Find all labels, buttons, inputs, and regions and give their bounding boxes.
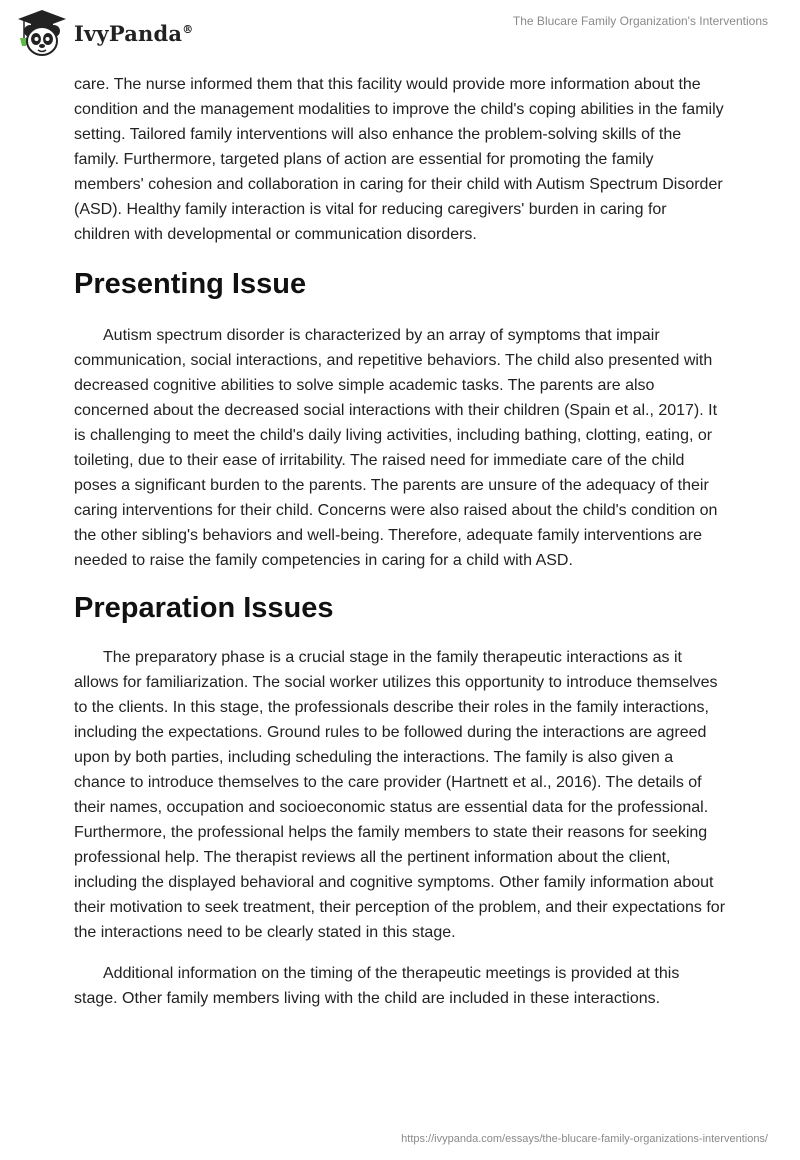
presenting-issue-paragraph: Autism spectrum disorder is characterized by an array of symptoms that impair communication, social interactions, and repetitive behaviors. The child also presented with decreased cognitive abilities to solve simple academic tasks. The parents are also concerned about the decreased social interactions with their children (Spain et al., 2017). It is challenging to meet the child's daily living activities, including bathing, clotting, eating, or toileting, due to their ease of irritability. The raised need for immediate care of the child poses a significant burden to the parents. The parents are unsure of the adequacy of their caring interventions for their child. Concerns were also raised about the child's condition on the other sibling's behaviors and well-being. Therefore, adequate family interventions are needed to raise the family competencies in caring for a child with ASD. bbox=[74, 327, 718, 569]
intro-paragraph: care. The nurse informed them that this facility would provide more information about the condition and the management modalities to improve the child's coping abilities in the family setting. Tailored family interventions will also enhance the problem-solving skills of the family. Furthermore, targeted plans of action are essential for promoting the family members' cohesion and collaboration in caring for their child with Autism Spectrum Disorder (ASD). Healthy family interaction is vital for reducing caregivers' burden in caring for children with developmental or communication disorders. bbox=[74, 76, 724, 243]
source-url[interactable]: https://ivypanda.com/essays/the-blucare-family-organizations-interventions/ bbox=[401, 1133, 768, 1145]
preparation-issues-heading: Preparation Issues bbox=[74, 592, 334, 624]
page-header bbox=[0, 0, 800, 72]
preparation-paragraph-2: Additional information on the timing of the therapeutic meetings is provided at this stage. Other family members living with the child are included in these interactions. bbox=[74, 965, 680, 1007]
brand-name: IvyPanda® bbox=[74, 20, 194, 46]
document-title: The Blucare Family Organization's Interventions bbox=[512, 14, 768, 28]
ivypanda-logo[interactable] bbox=[16, 8, 193, 58]
panda-graduate-logo-icon bbox=[16, 8, 68, 58]
preparation-paragraph-1: The preparatory phase is a crucial stage in the family therapeutic interactions as it allows for familiarization. The social worker utilizes this opportunity to introduce themselves to the clients. In this stage, the professionals describe their roles in the family interactions, including the expectations. Ground rules to be followed during the interactions are agreed upon by both parties, including scheduling the interactions. The family is also given a chance to introduce themselves to the care provider (Hartnett et al., 2016). The details of their names, occupation and socioeconomic status are essential data for the professional. Furthermore, the professional helps the family members to state their reasons for seeking professional help. The therapist reviews all the pertinent information about the client, including the displayed behavioral and cognitive symptoms. Other family information about their motivation to seek treatment, their perception of the problem, and their expectations for the interactions need to be clearly stated in this stage. bbox=[74, 649, 726, 941]
essay-content bbox=[74, 72, 726, 1027]
presenting-issue-heading: Presenting Issue bbox=[74, 268, 307, 300]
registered-mark: ® bbox=[182, 22, 194, 36]
